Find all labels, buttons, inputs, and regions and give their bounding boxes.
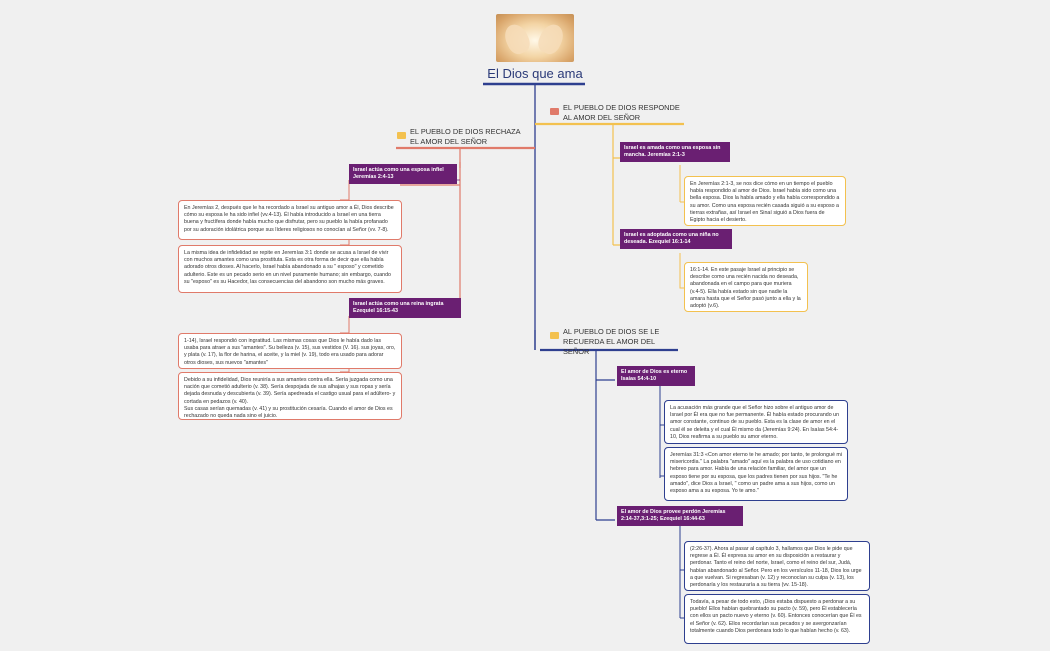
central-title[interactable]: El Dios que ama <box>487 66 583 81</box>
branch-right-top-label[interactable]: EL PUEBLO DE DIOS RESPONDE AL AMOR DEL SEÑOR <box>563 103 680 122</box>
note-esposa-sin-mancha[interactable]: En Jeremías 2:1-3, se nos dice cómo en un tiempo el pueblo había respondido al amor de Dios. Israel había sido como una bella esposa. Dios la había amado y ella había correspondido a su amor. Como una esposa recién casada siguió a su esposo a tierras extrañas, así Israel en Sinaí siguió a Dios fuera de Egipto hacia el desierto. <box>684 176 846 226</box>
topic-amor-eterno[interactable]: El amor de Dios es eterno Isaías 54:4-10 <box>617 366 695 386</box>
note-reina-ingrata-2[interactable]: Debido a su infidelidad, Dios reuniría a sus amantes contra ella. Sería juzgada como una nación que cometió adulterio (v. 38). Sería despojada de sus alhajas y sus ropas y sería dejada desnuda y descubierta (v. 39). Sería apedreada el castigo usual para el adúltero- y cortada en pedazos (v. 40). Sus casas serían quemadas (v. 41) y su prostitución cesaría. Cuando el amor de Dios es rechazado no queda nada sino el juicio. <box>178 372 402 420</box>
flag-icon <box>550 108 559 115</box>
branch-left-label[interactable]: EL PUEBLO DE DIOS RECHAZA EL AMOR DEL SEÑOR <box>410 127 521 146</box>
note-esposa-infiel-1[interactable]: En Jeremías 2, después que le ha recordado a Israel su antiguo amor a Él, Dios describe cómo su esposa le ha sido infiel (vv.4-13). Él había introducido a Israel en una tierra buena y fructífera donde había mucho que disfrutar, pero su pueblo la había profanado por su adoración idolátrica porque sus líderes religiosos no conocían al Señor (vv. 7-8). <box>178 200 402 240</box>
note-esposa-infiel-2[interactable]: La misma idea de infidelidad se repite en Jeremías 3:1 donde se acusa a Israel de vivir con muchos amantes como una prostituta. Esta es otra forma de decir que ella había adorado otros dioses. Al hacerlo, Israel había abandonado a su " esposo" y cometido adulterio. Este es un pecado serio en un nivel puramente humano; sin embargo, cuando su "esposo" es su Hacedor, las consecuencias del abandono son mucho más graves. <box>178 245 402 293</box>
topic-reina-ingrata[interactable]: Israel actúa como una reina ingrata Ezequiel 16:15-43 <box>349 298 461 318</box>
topic-esposa-sin-mancha[interactable]: Israel es amada como una esposa sin mancha. Jeremías 2:1-3 <box>620 142 730 162</box>
note-amor-perdon-2[interactable]: Todavía, a pesar de todo esto, ¡Dios estaba dispuesto a perdonar a su pueblo! Ellos habían quebrantado su pacto (v. 59), pero Él establecería con ellos un pacto nuevo y eterno (v. 60). Entonces conocerían que Él es el Señor (v. 62). Ellos recordarían sus pecados y se avergonzarían totalmente cuando Dios perdonara todo lo que habían hecho (v. 63). <box>684 594 870 644</box>
flag-icon <box>397 132 406 139</box>
topic-esposa-infiel[interactable]: Israel actúa como una esposa infiel Jeremías 2:4-13 <box>349 164 457 184</box>
hands-heart-image <box>496 14 574 62</box>
note-amor-perdon-1[interactable]: (2:26-37). Ahora al pasar al capítulo 3, hallamos que Dios le pide que regrese a Él. Él expresa su amor en su disposición a restaurar y perdonar. Tanto el reino del norte, Israel, como el reino del sur, Judá, habían abandonado al Señor. Pero en los versículos 11-18, Dios los urge a que vuelvan. Si regresaban (v. 12) y reconocían su culpa (v. 13), los perdonaría y los restauraría a su tierra (vv. 15-18). <box>684 541 870 591</box>
note-amor-eterno-1[interactable]: La acusación más grande que el Señor hizo sobre el antiguo amor de Israel por Él era que no fue permanente. Él había estado procurando un amor constante, continuo de su pueblo. Esta es la clase de amor en el cual él se deleita y el cual Él mismo da (Jeremías 9:24). En Isaías 54:4-10, Dios reafirma a su pueblo su amor eterno. <box>664 400 848 444</box>
topic-nina-no-deseada[interactable]: Israel es adoptada como una niña no deseada. Ezequiel 16:1-14 <box>620 229 732 249</box>
note-amor-eterno-2[interactable]: Jeremías 31:3 «Con amor eterno te he amado; por tanto, te prolongué mi misericordia." La palabra "amado" aquí es la palabra de uso cotidiano en hebreo para amor. Había de una relación familiar, del amor que un esposo tiene por su esposa, que los padres tienen por sus hijos. "Te he amado", dice Dios a Israel, " como un padre ama a sus hijos, como un esposo ama a su esposa. Yo te amo." <box>664 447 848 501</box>
topic-amor-perdon[interactable]: El amor de Dios provee perdón Jeremías 2:14-37,3:1-25; Ezequiel 16:44-63 <box>617 506 743 526</box>
note-nina-no-deseada[interactable]: 16:1-14. En este pasaje Israel al principio se describe como una recién nacida no deseada, abandonada en el campo para que muriera (v.4-5). Ella había estado sin que nadie la amara hasta que el Señor pasó junto a ella y la adoptó (v.6). <box>684 262 808 312</box>
note-reina-ingrata-1[interactable]: 1-14), Israel respondió con ingratitud. Las mismas cosas que Dios le había dado las usaba para atraer a sus "amantes". Su belleza (v. 15), sus vestidos (V. 16). sus joyas, oro, y plata (v. 17), la flor de harina, el aceite, y la miel (v. 19), todo era usado para adorar otros dioses, sus nuevos "amantes" <box>178 333 402 369</box>
flag-icon <box>550 332 559 339</box>
branch-right-bottom-label[interactable]: AL PUEBLO DE DIOS SE LE RECUERDA EL AMOR DEL SEÑOR <box>563 327 660 356</box>
